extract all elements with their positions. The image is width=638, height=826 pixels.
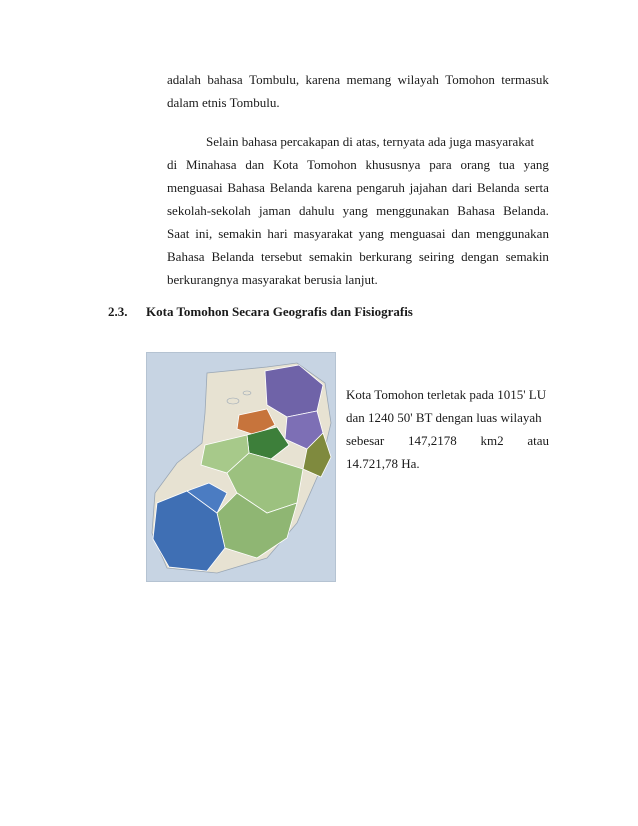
word: dengan — [461, 249, 499, 264]
word: hari — [267, 226, 288, 241]
word: para — [429, 157, 452, 172]
word: yang — [358, 226, 384, 241]
word: termasuk — [501, 72, 549, 87]
word: Tomohon — [445, 72, 495, 87]
word: Belanda — [269, 180, 313, 195]
word: orang — [460, 157, 491, 172]
word: dan — [451, 226, 471, 241]
word: menguasai — [389, 226, 446, 241]
word: menggunakan — [376, 203, 450, 218]
word: dari — [451, 180, 473, 195]
word: sekolah-sekolah — [167, 203, 251, 218]
map-figure — [146, 352, 336, 582]
word: atau — [527, 433, 549, 448]
word: Minahasa — [185, 157, 237, 172]
word: berkurang — [359, 249, 412, 264]
word: Saat — [167, 226, 190, 241]
word: Tomohon — [307, 157, 357, 172]
word: Belanda. — [503, 203, 549, 218]
word: di — [167, 157, 178, 172]
word: wilayah — [397, 72, 439, 87]
word: jajahan — [409, 180, 448, 195]
word: Bahasa — [457, 203, 495, 218]
word: memang — [346, 72, 392, 87]
word: masyarakat — [293, 226, 353, 241]
word: Kota — [272, 157, 299, 172]
word: tua — [498, 157, 515, 172]
paragraph-2-line-1: Selain bahasa percakapan di atas, ternyata ada juga masyarakat — [206, 134, 535, 149]
paragraph-2-line-7: berkurangnya masyarakat berusia lanjut. — [167, 272, 378, 287]
word: semakin — [505, 249, 549, 264]
word: sebesar — [346, 433, 385, 448]
word: Bahasa — [227, 180, 265, 195]
paragraph-2-line-4 — [167, 203, 549, 219]
word: pengaruh — [356, 180, 405, 195]
word: jaman — [259, 203, 291, 218]
word: adalah — [167, 72, 201, 87]
word: menggunakan — [476, 226, 549, 241]
word: tersebut — [260, 249, 303, 264]
word: yang — [523, 157, 549, 172]
word: dan — [245, 157, 265, 172]
paragraph-2-line-5 — [167, 226, 549, 242]
word: khususnya — [365, 157, 421, 172]
word: 147,2178 — [408, 433, 457, 448]
word: menguasai — [167, 180, 223, 195]
word: Tombulu, — [249, 72, 300, 87]
word: ini, — [195, 226, 213, 241]
tomohon-region-map — [147, 353, 335, 581]
map-text-line-3 — [346, 433, 549, 449]
section-title: Kota Tomohon Secara Geografis dan Fisiografis — [146, 304, 413, 319]
word: seiring — [418, 249, 455, 264]
paragraph-1-line-1 — [167, 72, 549, 88]
word: yang — [342, 203, 368, 218]
word: dahulu — [299, 203, 335, 218]
paragraph-2-line-6 — [167, 249, 549, 265]
word: semakin — [218, 226, 262, 241]
word: karena — [317, 180, 352, 195]
word: km2 — [480, 433, 504, 448]
map-text-line-4: 14.721,78 Ha. — [346, 456, 420, 471]
word: karena — [305, 72, 341, 87]
paragraph-2-line-2 — [167, 157, 549, 173]
word: bahasa — [207, 72, 243, 87]
word: Bahasa — [167, 249, 205, 264]
map-text-line-2: dan 1240 50' BT dengan luas wilayah — [346, 410, 542, 425]
word: Belanda — [211, 249, 255, 264]
word: Belanda — [476, 180, 520, 195]
paragraph-2-line-3 — [167, 180, 549, 196]
word: serta — [524, 180, 549, 195]
word: semakin — [309, 249, 353, 264]
map-text-line-1: Kota Tomohon terletak pada 1015' LU — [346, 387, 547, 402]
section-number: 2.3. — [108, 304, 128, 319]
paragraph-1-line-2: dalam etnis Tombulu. — [167, 95, 280, 110]
